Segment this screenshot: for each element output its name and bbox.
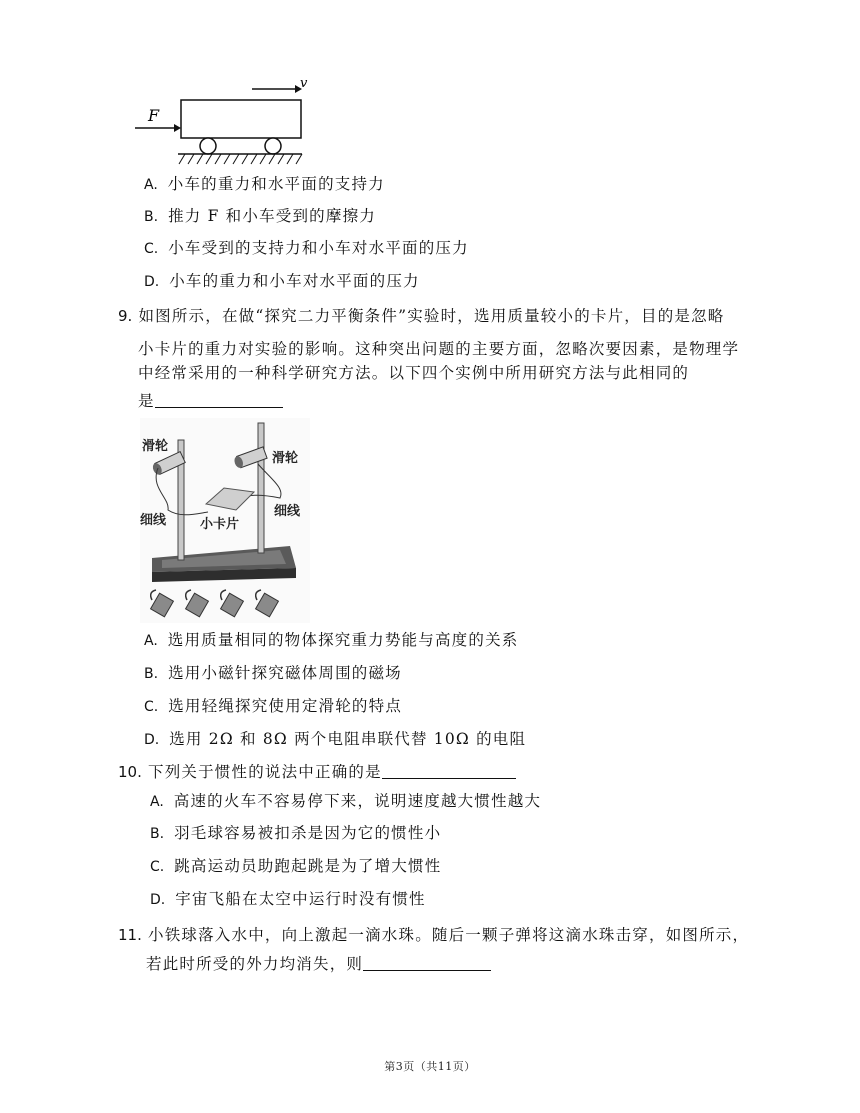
q9-option-c: C. 选用轻绳探究使用定滑轮的特点 bbox=[144, 697, 403, 715]
q8-option-d: D. 小车的重力和小车对水平面的压力 bbox=[144, 272, 420, 290]
q8-option-c: C. 小车受到的支持力和小车对水平面的压力 bbox=[144, 239, 469, 257]
cart-figure bbox=[130, 72, 310, 167]
q11-stem-line-2: 若此时所受的外力均消失，则 bbox=[146, 954, 491, 974]
q10-option-c: C. 跳高运动员助跑起跳是为了增大惯性 bbox=[150, 857, 442, 875]
label-string-right: 细线 bbox=[274, 504, 301, 519]
label-card: 小卡片 bbox=[200, 517, 240, 532]
q11-answer-blank[interactable] bbox=[363, 954, 491, 971]
q11-stem-line-1: 11. 小铁球落入水中，向上激起一滴水珠。随后一颗子弹将这滴水珠击穿，如图所示， bbox=[118, 926, 750, 944]
q9-stem-line-2: 小卡片的重力对实验的影响。这种突出问题的主要方面，忽略次要因素，是物理学 bbox=[138, 340, 740, 358]
q9-option-d: D. 选用 2Ω 和 8Ω 两个电阻串联代替 10Ω 的电阻 bbox=[144, 730, 527, 748]
q8-option-b: B. 推力 F 和小车受到的摩擦力 bbox=[144, 207, 376, 225]
q9-stem-line-3: 中经常采用的一种科学研究方法。以下四个实例中所用研究方法与此相同的 bbox=[138, 364, 690, 382]
balance-apparatus-figure bbox=[140, 418, 310, 623]
velocity-label: v bbox=[300, 76, 308, 91]
label-pulley-right: 滑轮 bbox=[272, 451, 299, 466]
q10-option-a: A. 高速的火车不容易停下来，说明速度越大惯性越大 bbox=[150, 792, 542, 810]
q10-answer-blank[interactable] bbox=[382, 762, 516, 779]
q10-stem: 10. 下列关于惯性的说法中正确的是 bbox=[118, 762, 516, 782]
q9-stem-line-1: 9. 如图所示，在做“探究二力平衡条件”实验时，选用质量较小的卡片，目的是忽略 bbox=[118, 307, 725, 325]
q8-option-a: A. 小车的重力和水平面的支持力 bbox=[144, 175, 385, 193]
label-pulley-left: 滑轮 bbox=[142, 439, 169, 454]
page-footer: 第3页（共11页） bbox=[384, 1060, 476, 1073]
q9-option-b: B. 选用小磁针探究磁体周围的磁场 bbox=[144, 664, 402, 682]
q9-answer-blank[interactable] bbox=[155, 391, 283, 408]
q10-option-b: B. 羽毛球容易被扣杀是因为它的惯性小 bbox=[150, 824, 442, 842]
label-string-left: 细线 bbox=[140, 513, 167, 528]
q9-stem-line-4: 是 bbox=[138, 391, 283, 411]
q10-option-d: D. 宇宙飞船在太空中运行时没有惯性 bbox=[150, 890, 426, 908]
q9-option-a: A. 选用质量相同的物体探究重力势能与高度的关系 bbox=[144, 631, 519, 649]
force-label: F bbox=[148, 106, 160, 125]
